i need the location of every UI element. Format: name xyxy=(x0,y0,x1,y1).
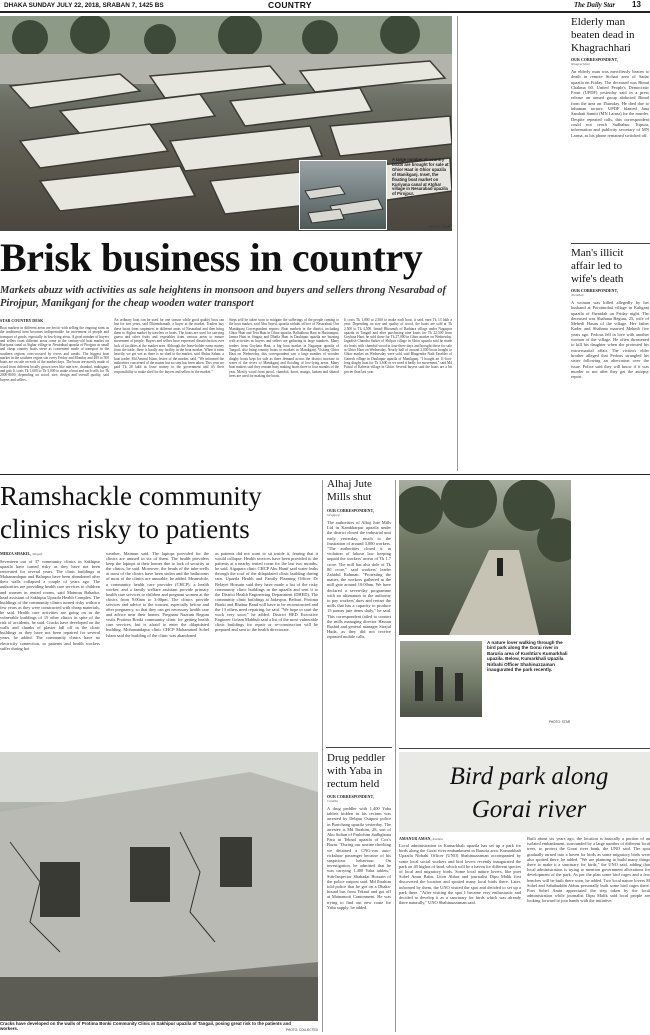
clinics-byline xyxy=(0,551,110,557)
elderly-location: Khagrachhari xyxy=(571,62,591,66)
illicit-byline: OUR CORRESPONDENT, xyxy=(571,288,618,293)
lower-right-sidebar xyxy=(575,480,650,750)
center-divider-right xyxy=(395,480,396,1032)
jute-location: Sirajganj xyxy=(327,513,340,517)
center-divider-left xyxy=(322,480,323,1032)
bird-headline: Bird park along Gorai river xyxy=(449,763,609,823)
clinic-caption: Cracks have developed on the walls of Protima Bonki Community Clinic in Sakhipur upazila of Tangail, posing great risk to the patients and workers. xyxy=(0,1021,291,1031)
elderly-byline: OUR CORRESPONDENT, xyxy=(571,57,618,62)
clinic-building-illustration xyxy=(0,752,318,1021)
illicit-body: A woman was killed allegedly by her husband at Poroimohal village in Kaliganj upazila of Jhenidah on Friday night. The deceased was Shahana Begum, 25, wife of Mehedi Hasan of the village. Her father Kader and Shahana married Mehedi five years ago. Fedous fell in love with another woman of the village. He often threatened to kill his daughter when she protested his extra-marital affair. The victim's elder brother alleged that Fedous strangled his sister following an altercation over the issue. Police said they will know if it was murder or not after they get the autopsy report. xyxy=(571,300,649,380)
bird-col-1: Local administration in Kumarkhali upazila has set up a park for birds along the Gorai river embankment in Baruria area. Kumarkhali Upazila Nirbahi Officer (UNO) Shahinuzzaman accompanied by some local social workers and bird lovers recently inaugurated the park on 40 bighas of land, which will be a haven for different species of local and migratory birds. Some local nature lovers, like poet Sohel Amin Babu, Liton Abbas and journalist Dipu Malik first discovered the location and spotted many local birds there. Later, informed by them, the UNO visited the spot and decided to set up a park there. "After visiting the spot I became very enthusiastic and decided to develop it as a sanctuary for birds which was already there naturally," UNO Shahinuzzaman said. xyxy=(399,843,521,906)
boats-subhead: Markets abuzz with activities as sale heightens in monsoon and buyers and sellers throng Nesarabad of Pirojpur, Manikganj for the cheap wooden water transport xyxy=(0,285,447,309)
boats-inset-photo xyxy=(299,160,387,230)
jute-byline: OUR CORRESPONDENT, xyxy=(327,508,374,513)
elderly-rule xyxy=(571,243,650,244)
jute-rule xyxy=(326,747,392,748)
bird-col-2: Built about six years ago, the location is basically a portion of an isolated embankment, surrounded by a large number of different local trees, to protect the Gorai river bank, the UNO said. The spot gradually turned into a haven for birds as some migratory birds were also spotted there, he added. "We are planning to build many things there to make it a sanctuary for birds," the UNO said, adding that local administration is trying to mention government allocations for development of the park. As per the plan some bird cages and a few benches will be built there soon, he added. Two local nature lovers M Sohel and Sahabuddin Abbas personally built some bird cages there. Poet Sohel Amin appreciated the step taken by the local administration while journalist Dipu Malik said local people are looking forward to join hands with the initiative. xyxy=(527,836,650,904)
illicit-location: Jhenidah xyxy=(571,293,584,297)
boats-credit: PHOTO: STAR xyxy=(428,225,450,229)
clinic-credit: PHOTO: COLLECTED xyxy=(285,1028,318,1032)
boats-col-4: It costs Tk 1,800 to 2,500 to make each boat, it said, earn Tk 13 lakh a year. Depending on size and quality of wood, the boats are sold at Tk 2,500 to Tk 4,500. Ismail Bhowmik of Bathiara village under Nagarpur upazila in Tangail and after purchasing nine boats for Tk 22,500 from Goyhata Haat, he sold those for Tk 27,000 in Ghior market on Wednesday. Jagadish Chandra Sarker of Shilpur village in Ghior upazila said he made six boats with chambol wood in four-three days and brought those for sale at Ghior Haat on Wednesday. Nearly half of around 2,000 boats bought to Ghior market on Wednesday were sold, said Bhagendra Nath Tarafder of Ganesh village in Daulatpur upazila of Manikganj. "I bought an 11-foot-long dinghy boat for Tk 3,600 as we need it badly for movement," said Md Faisal of Kaberia village in Ghior. Several buyers said the boats are a bit pricier than last year. xyxy=(344,318,452,374)
drug-byline: OUR CORRESPONDENT, xyxy=(327,794,374,799)
clinics-col-3: as patients did not want to sit inside it, fearing that it would collapse. Health services have been provided to the patients at a nearby rented room for the last two months, he said. Atgapara clinic CHCP Abu Hanif said water leaks through the roof of the dilapidated clinic building during rain. Upazila Health and Family Planning Officer Dr Belayet Hossain said they have made a list of the risky community clinic buildings in the upazila and sent it to the District Health Engineering Department (DHED). The community clinic buildings at Jadavpur, Betbari, Protima Bonki and Bhabur Band will have to be reconstructed and the 13 others need repairing, he said. "We hope to start the work very soon," he added. District HED Executive Engineer Golam Mahbub said a list of the most vulnerable clinic buildings for repair or re-construction will be prepared and sent to the health directorate. xyxy=(215,551,318,633)
boats-col-2: An ordinary boat can be used for one season while good quality boat can last for two years, said Dhirendranath, a buyer at the market. Traders buy these boats from carpenters in different areas of Nesarabad and then bring them to Atghar market by trawlers or boats. The boats are used for carrying guava and other fruits and vegetables from various areas to ensure movement of people. Buyers and sellers have expressed dissatisfaction over lack of facilities at the market area. Although the lease-holder earns money from the trade, there is hardly any facility in the boat market. When it rains heavily, we get wet as there is no shed in the market, said Abdus Salam, a boat trader. Md Amirul Islam, lessee of the market, said, "We informed the authorities concerned of the matter but no step has been taken. This year we paid Tk 28 lakh as lease money to the government and it's their responsibility to make shed for the buyers and sellers in the market." xyxy=(114,318,224,374)
boats-caption: A large number of country boats are brought for sale at Ghior Haat in Ghior upazila of Manikganj. Inset, the floating boat market on Kuriyana canal at Atghar village in Nesarabad upazila of Pirojpur. xyxy=(392,158,449,197)
masthead-rule xyxy=(0,11,650,13)
jute-headline: Alhaj Jute Mills shut xyxy=(327,478,372,503)
clinics-col-2: weather, Maimun said. The laptops provided for the clinics are unused in six of them. The health providers keep the laptops at their homes due to lack of security at the clinics, he said. Moreover, the heads of the tube-wells at most of the clinics have been stolen and the bathrooms of most of the clinics are unusable, he added. Meanwhile, a community health care provider (CHCP), a health worker, and a family welfare assistant provide primary health care services to children and pregnant women at the clinics from 9:00am to 3:00pm. The clinics provide services and advice to the women, especially before and after pregnancy, so that they can get necessary health care and advice near their homes. Pregnant Nazrum Begum visits Protima Bonki community clinic for getting health care services, but is afraid to enter the dilapidated building. Mohanandapur clinic CHCP Mohammad Sohel Islam said the building of the clinic was abandoned xyxy=(106,551,209,638)
right-col-divider xyxy=(457,16,458,471)
bird-rule xyxy=(399,748,650,749)
bird-headline-box xyxy=(399,752,650,832)
clinics-byline-name: MIRZA SHAKIL, xyxy=(0,551,32,556)
bird-byline xyxy=(399,836,519,842)
boats-byline: STAR COUNTRY DESK xyxy=(0,318,44,323)
paper-logo: The Daily Star xyxy=(574,2,616,9)
drug-headline: Drug peddler with Yaba in rectum held xyxy=(327,752,386,790)
bird-location: Kushtia xyxy=(432,837,444,841)
jute-body: The authorities of Alhaj Jute Mills Ltd in Kamkharpur upazila under the district closed the industrial unit early yesterday, much to the frustration of around 3,000 workers. "The authorities closed it in violation of labour law keeping unpaid the workers' arrear of Tk 1.7 crore. The mill has also dole of Tk 80 crore," said workers' leader Zahidul Rahman. "Protesting the matter, the workers gathered at the mill gate around 10:00am. We have declared a seven-day programme with an ultimatum to the authority to pay workers' dues and restart the mills that has a capacity to produce 15 tonnes jute items daily," he said. This correspondent failed to contact the mills managing director Hassan Rashid and general manager Sirajul Huda, as they did not receive repeated mobile calls. xyxy=(327,520,391,640)
clinics-col-1: Seventeen out of 37 community clinics in Sakhipur upazila have turned risky as they have not been renovated for several years. The clinic buildings at Mohanandapur and Balarpur have been abandoned after their walls collapsed a couple of years ago. The authorities are providing health care services to children and women in rented rooms, said Maimun Bahadur, head assistant of Sakhipur Upazila Health Complex. The buildings of the community clinics turned risky within a few years as they were constructed with cheap materials, he said. Health care activities are going on in the vulnerable buildings of 15 other clinics in spite of the risk of accidents, he said. Cracks have developed on the walls and chunks of plaster fall off in the clinic buildings as they have not been repaired for several years, he added. The community clinics have no electricity connection, so patients and health workers suffer during hot xyxy=(0,559,100,651)
clinics-location: Tangail xyxy=(32,552,43,556)
mid-rule xyxy=(0,474,650,475)
nature-illustration xyxy=(399,480,571,635)
nature-photo xyxy=(399,480,571,635)
boats-col-3: Steps will be taken soon to mitigate the sufferings of the people coming to the boat market, said Abu Sayed, upazila nirbahi officer of Nesarabad. Our Manikganj Correspondent reports: Boat markets in the district, including Ghior Haat and Teta Haat in Ghior upazila, Baliakhora Haat in Harirampur, Jamsa Haat in Singair and Dhaila Haat in Daulatpur upazila are buzzing with activities as buyers and sellers are gathering in large numbers. Many traders from Goyhata Haat, a big boat market in Nagarpur upazila of Tangail, also bring country boats to markets in Manikganj. Visiting Ghior Haat on Wednesday, this correspondent saw a large number of wooden dinghy boats kept for sale as there demand across the district increase in water of the rivers of Manikganj and flooding of low-lying areas. Many boat makers said they remain busy making boats three to four months of the year. Mostly wood from jarool, chambol, koroi, mango, kadam and shimul trees are used for making the boats. xyxy=(229,318,339,378)
drug-body: A drug peddler with 1,400 Yaba tablets hidden in his rectum was arrested by Debpur Outpost police in Burichang upazila yesterday. The arrestee is Md Ibrahim, 28, son of Abu Sultan of Pashchim Sadhghona Para in Teknaf upazila of Cox's Bazar. "During our routine checking we detained a CNG-run auto-rickshaw passenger because of his suspicious behaviour. On investigation, he admitted that he was carrying 1,400 Yaba tablets," Sub-Inspector Shahadat Hossain of the police outpost said. Md Ibrahim told police that he got on a Dhaka-bound bus from Teknaf and got off at Mainamoti Cantonment. He was trying to find out new route for Yaba supply, he added. xyxy=(327,806,391,910)
page-number: 13 xyxy=(632,0,641,9)
section-label: COUNTRY xyxy=(268,0,312,10)
boats-col-1: Boat markets in different areas are hectic with selling the ongoing rains as the traditional item becomes indispensable for movement of people and transport of goods, especially in low-lying areas. A good number of buyers and sellers from different areas come to the century-old boat market on Kuriyana canal at Atghar village in Nesarabad upazila of Pirojpur as small and cheap country boats serve as convenient mode of transport in the southern regions criss-crossed by rivers and canals. The biggest boat market in the southern region sits every Friday and Monday and 400 to 500 boats are on sale on each of the market days. The boats are mostly made of wood from different locally grown trees like rain tree, chambol, mahogany and gab. It costs Tk 1,600 to Tk 5,000 to make a boat and each sells for Tk 2000-8000, depending on wood, size, design and overall quality, said buyers and sellers. xyxy=(0,326,109,382)
nature-caption: A nature lover walking through the bird park along the Gorai river in Baruria area of Kushtia's Kumarkhali upazila. Below, Kumarkhali Upazila Nirbahi Officer Shahinuzzaman inaugurated the park recently. xyxy=(487,640,568,673)
clinic-photo xyxy=(0,752,318,1021)
drug-location: Comilla xyxy=(327,799,338,803)
nature-inset-photo xyxy=(399,640,483,718)
clinics-headline: Ramshackle community clinics risky to patients xyxy=(0,481,262,544)
elderly-body: An elderly man was mercilessly beaten to death in remote Sichari area of Sadar upazila on Friday. The deceased was Bimal Chakma 60. United People's Democratic Front (UPDF) yesterday said in a press release an armed group abducted Bimal from the area on Thursday. He died due to inhuman torture. UPDF blamed Jana Samhati Samiti (MN Larma) for the murder. Despite repeated calls, this correspondent could not reach Sudhahsu Tripura, information and publicity secretary of MN Larma, as his phone remained switched off. xyxy=(571,69,649,138)
bird-byline-name: AMANUR AMAN, xyxy=(399,836,432,841)
nature-credit: PHOTO: STAR xyxy=(548,720,570,724)
masthead-date: DHAKA SUNDAY JULY 22, 2018, SRABAN 7, 1425 BS xyxy=(4,2,164,9)
right-sidebar-shade xyxy=(461,16,567,471)
illicit-headline: Man's illicit affair led to wife's death xyxy=(571,247,624,285)
boats-headline: Brisk business in country xyxy=(0,235,423,280)
elderly-headline: Elderly man beaten dead in Khagrachhari xyxy=(571,16,635,54)
